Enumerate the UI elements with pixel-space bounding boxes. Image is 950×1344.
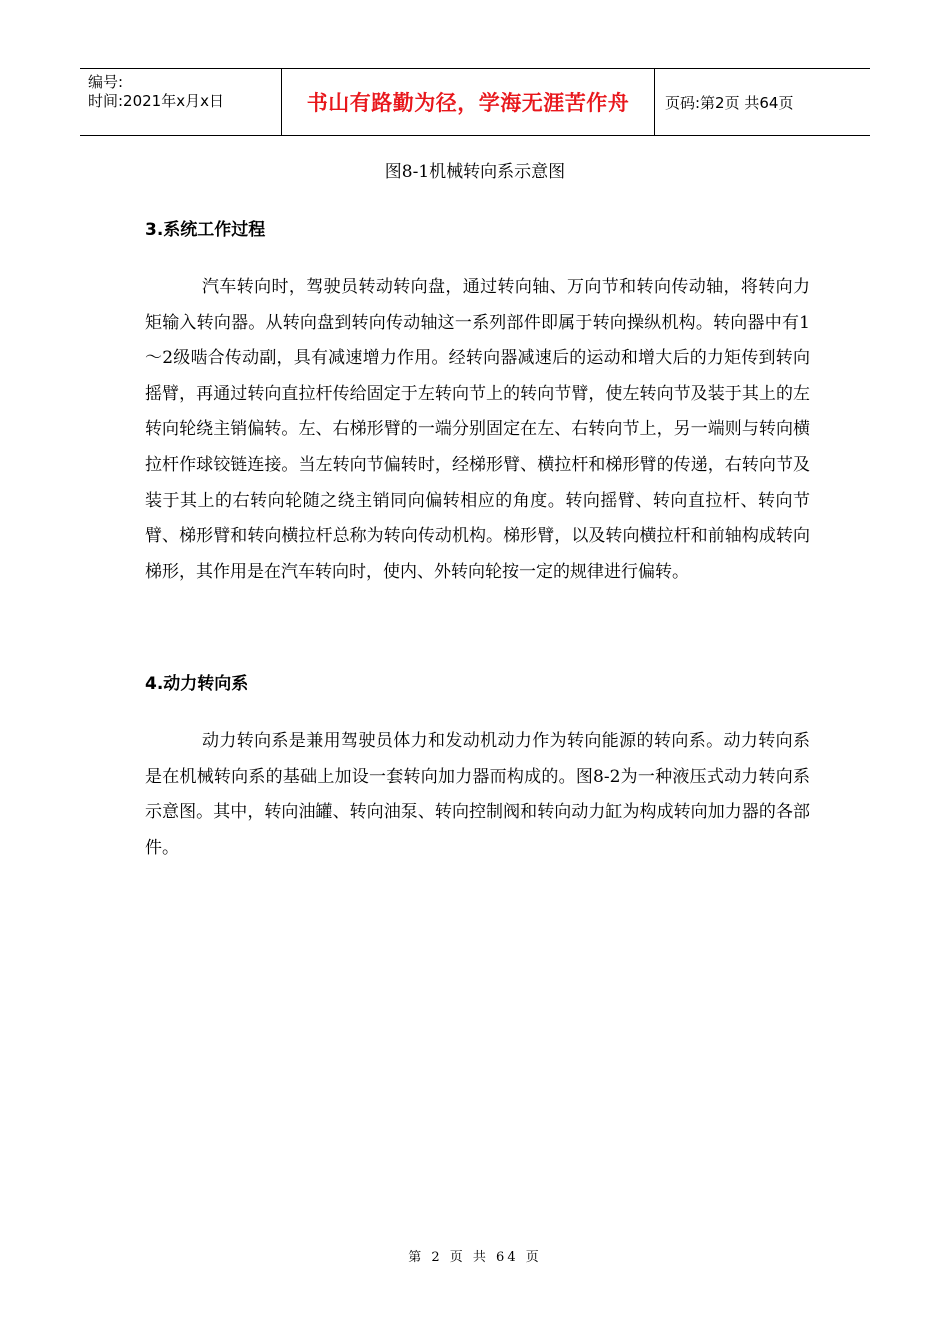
section-heading-power-steering: 4.动力转向系	[145, 674, 249, 694]
page-header	[80, 68, 870, 136]
header-motto: 书山有路勤为径，学海无涯苦作舟	[281, 69, 655, 135]
page-footer: 第 2 页 共 64 页	[408, 1250, 542, 1265]
document-time-label: 时间:2021年x月x日	[88, 92, 224, 110]
section-heading-system-process: 3.系统工作过程	[145, 220, 266, 240]
document-number-label: 编号:	[88, 73, 124, 91]
header-meta	[80, 69, 281, 135]
header-page-info: 页码:第2页 共64页	[665, 93, 794, 112]
section-paragraph-power-steering: 动力转向系是兼用驾驶员体力和发动机动力作为转向能源的转向系。动力转向系是在机械转向系的基础上加设一套转向加力器而构成的。图8-2为一种液压式动力转向系示意图。其中，转向油罐、转向油泵、转向控制阀和转向动力缸为构成转向加力器的各部件。	[145, 731, 810, 858]
figure-caption: 图8-1机械转向系示意图	[384, 162, 566, 182]
section-paragraph-system-process: 汽车转向时，驾驶员转动转向盘，通过转向轴、万向节和转向传动轴，将转向力矩输入转向器。从转向盘到转向传动轴这一系列部件即属于转向操纵机构。转向器中有1～2级啮合传动副，具有减速增力作用。经转向器减速后的运动和增大后的力矩传到转向摇臂，再通过转向直拉杆传给固定于左转向节上的转向节臂，使左转向节及装于其上的左转向轮绕主销偏转。左、右梯形臂的一端分别固定在左、右转向节上，另一端则与转向横拉杆作球铰链连接。当左转向节偏转时，经梯形臂、横拉杆和梯形臂的传递，右转向节及装于其上的右转向轮随之绕主销同向偏转相应的角度。转向摇臂、转向直拉杆、转向节臂、梯形臂和转向横拉杆总称为转向传动机构。梯形臂，以及转向横拉杆和前轴构成转向梯形，其作用是在汽车转向时，使内、外转向轮按一定的规律进行偏转。	[145, 277, 810, 582]
